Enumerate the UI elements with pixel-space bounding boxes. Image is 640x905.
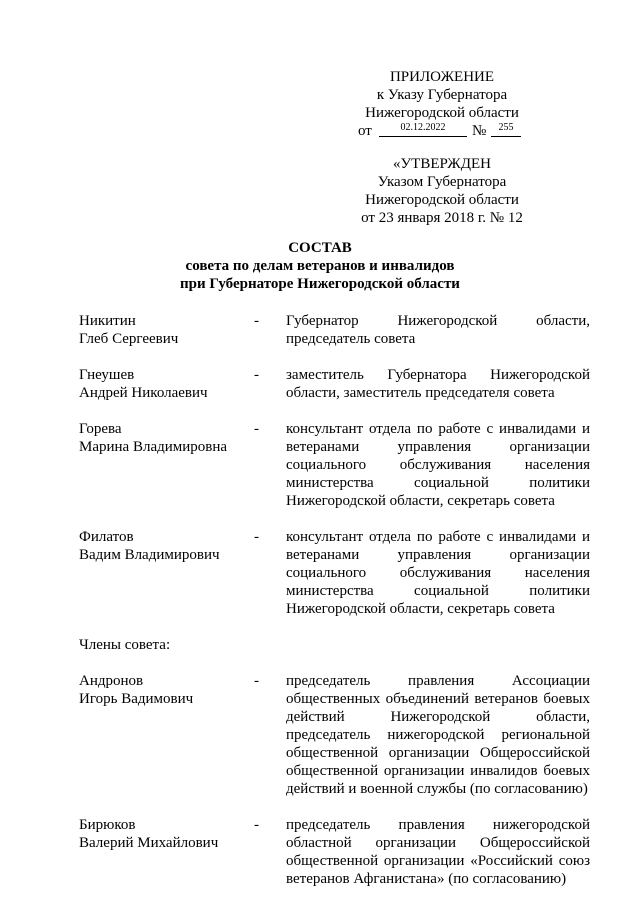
title-heading: СОСТАВ	[288, 240, 352, 256]
member-name	[79, 816, 249, 852]
member-role: консультант отдела по работе с инвалидами и ветеранами управления организации социального обслуживания населения министерства социальной политики Нижегородской области, секретарь совета	[286, 529, 590, 617]
document-title	[150, 239, 490, 293]
member-given-name: Марина Владимировна	[79, 439, 228, 455]
member-row	[0, 528, 640, 618]
number-sign: №	[472, 123, 487, 139]
member-name	[79, 528, 249, 564]
member-surname: Гнеушев	[79, 367, 135, 383]
appendix-line-decree: к Указу Губернатора	[376, 87, 508, 103]
approved-line-4: от 23 января 2018 г. № 12	[361, 210, 523, 226]
member-surname: Никитин	[79, 313, 136, 329]
member-given-name: Вадим Владимирович	[79, 547, 220, 563]
member-role: Губернатор Нижегородской области, председатель совета	[286, 313, 590, 347]
member-given-name: Валерий Михайлович	[79, 835, 219, 851]
council-composition	[0, 312, 640, 888]
member-row	[0, 816, 640, 888]
member-surname: Бирюков	[79, 817, 136, 833]
member-row	[0, 420, 640, 510]
appendix-heading: ПРИЛОЖЕНИЕ	[389, 69, 495, 85]
from-label: от	[358, 123, 372, 139]
separator-dash: -	[254, 421, 259, 437]
approved-line-3: Нижегородской области	[365, 192, 519, 208]
decree-number: 255	[491, 122, 521, 137]
member-given-name: Андрей Николаевич	[79, 385, 208, 401]
member-row	[0, 366, 640, 402]
member-name	[79, 366, 249, 402]
separator-dash: -	[254, 313, 259, 329]
member-row	[0, 312, 640, 348]
title-line-1: совета по делам ветеранов и инвалидов	[185, 258, 455, 274]
member-given-name: Игорь Вадимович	[79, 691, 194, 707]
member-surname: Андронов	[79, 673, 144, 689]
member-surname: Филатов	[79, 529, 134, 545]
members-section-label: Члены совета:	[79, 637, 171, 653]
appendix-line-region: Нижегородской области	[365, 105, 519, 121]
member-role: заместитель Губернатора Нижегородской области, заместитель председателя совета	[286, 367, 590, 401]
approved-line-1: «УТВЕРЖДЕН	[393, 156, 491, 172]
appendix-block	[352, 68, 532, 140]
decree-date: 02.12.2022	[379, 122, 467, 137]
separator-dash: -	[254, 529, 259, 545]
member-name	[79, 312, 249, 348]
approved-block	[340, 155, 544, 227]
separator-dash: -	[254, 367, 259, 383]
member-role: председатель правления нижегородской областной организации Общероссийской общественной организации «Российский союз ветеранов Афганистана» (по согласованию)	[286, 817, 590, 887]
member-surname: Горева	[79, 421, 122, 437]
title-line-2: при Губернаторе Нижегородской области	[180, 276, 460, 292]
member-given-name: Глеб Сергеевич	[79, 331, 179, 347]
separator-dash: -	[254, 817, 259, 833]
member-row	[0, 672, 640, 798]
member-name	[79, 672, 249, 708]
member-name	[79, 420, 249, 456]
separator-dash: -	[254, 673, 259, 689]
approved-line-2: Указом Губернатора	[377, 174, 507, 190]
member-role: консультант отдела по работе с инвалидами и ветеранами управления организации социального обслуживания населения министерства социальной политики Нижегородской области, секретарь совета	[286, 421, 590, 509]
appendix-date-number-line	[352, 122, 532, 140]
member-role: председатель правления Ассоциации общественных объединений ветеранов боевых действий Нижегородской области, председатель нижегородской региональной общественной организации Общероссийской общественной организации инвалидов боевых действий и военной службы (по согласованию)	[286, 673, 590, 797]
